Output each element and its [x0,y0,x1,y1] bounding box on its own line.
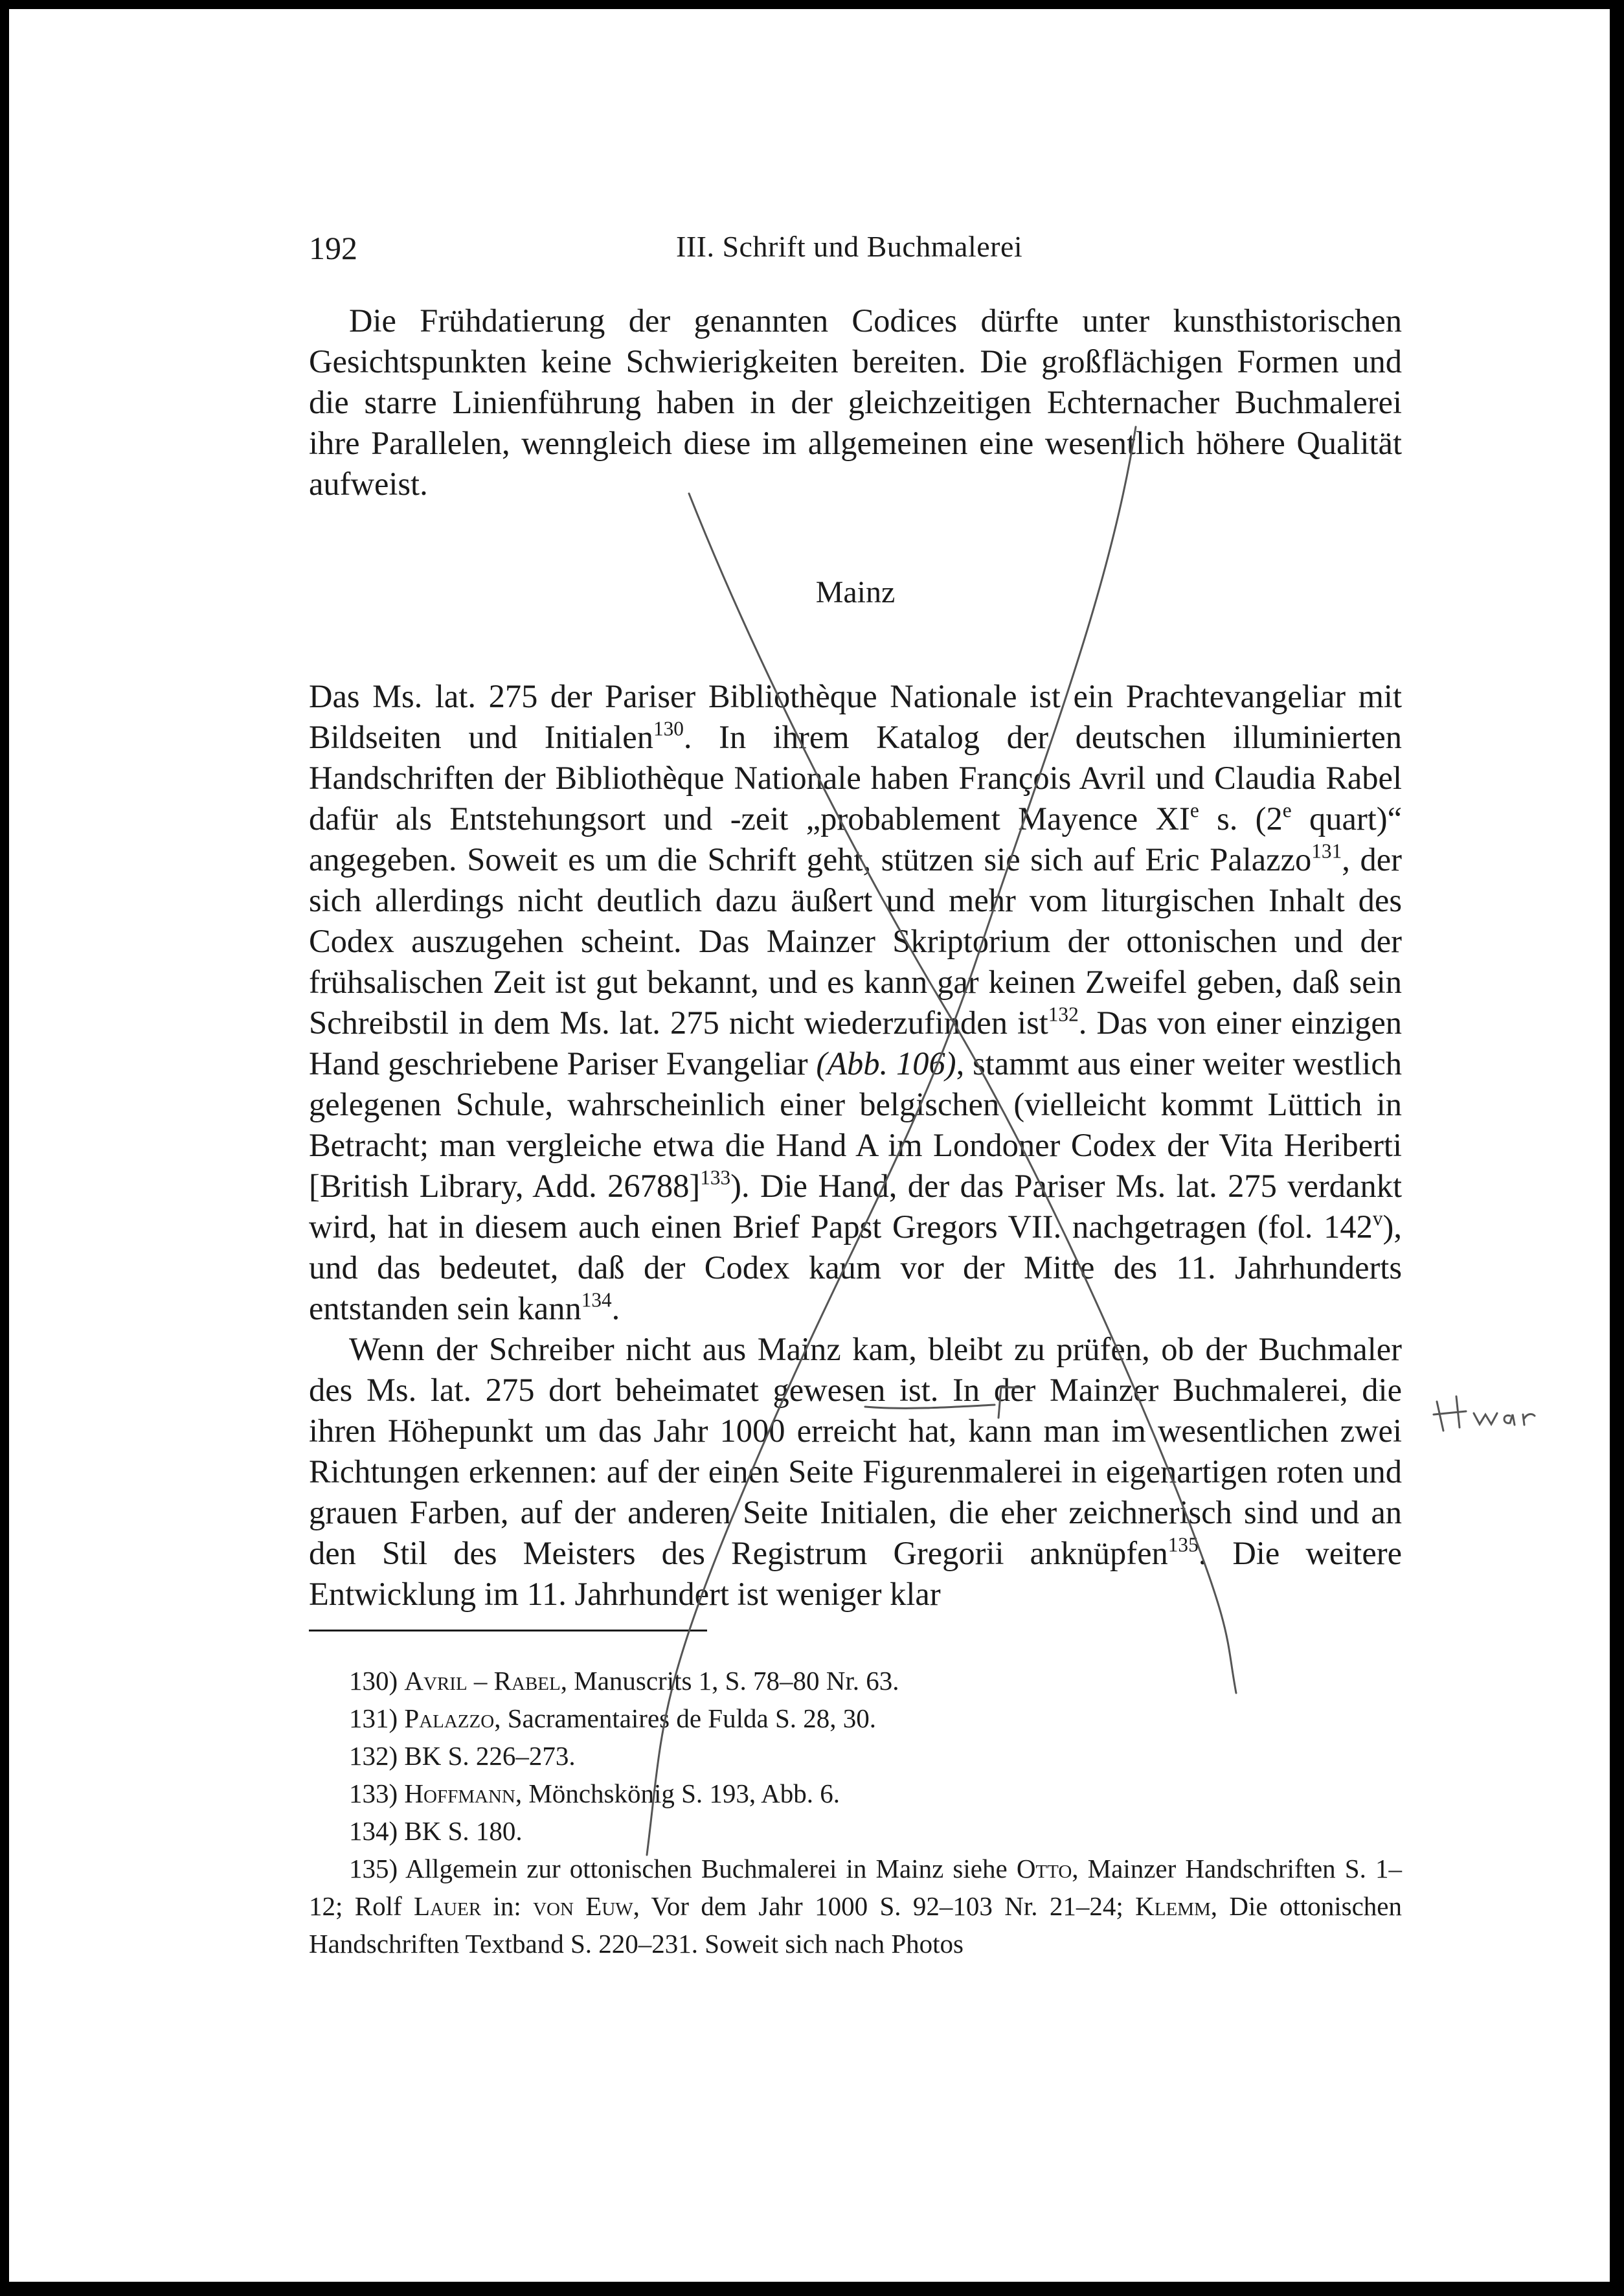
pencil-markup [9,9,1610,2282]
superscript: e [1282,799,1292,822]
superscript: e [1190,799,1199,822]
section-heading: Mainz [815,575,896,609]
footnote-number: 131) [349,1703,398,1733]
footnote-author: von Euw [533,1891,633,1921]
text-span: Das Ms. lat. 275 der Pariser Bibliothèque Nationale ist ein Prachtevangeliar mit Bildseiten und Initialen [309,678,1402,755]
page-number: 192 [309,230,357,266]
text-span: Wenn der Schreiber nicht aus Mainz kam, bleibt zu prüfen, ob der Buchmaler des Ms. lat. 275 dort beheimatet gewesen ist. In der Mainzer Buchmalerei, die ihren Höhepunkt um das Jahr 1000 erreicht hat, kann man im wesentlichen zwei Richtungen erkennen: auf der einen Seite Figurenmalerei in eigenartigen roten und grauen Farben, auf der anderen Seite Initialen, die eher zeichnerisch sind und an den Stil des Meisters des Registrum Gregorii anknüpfen [309,1331,1402,1571]
text-span: . In ihrem Katalog der deutschen illuminierten Handschriften der Bibliothèque Nationale haben François Avril und Claudia Rabel dafür als Entstehungsort und -zeit „probablement Mayence XI [309,719,1402,837]
text-span: . [611,1290,620,1326]
text-span: , stammt aus einer weiter westlich gelegenen Schule, wahrscheinlich einer belgischen (vielleicht kommt Lüttich in Betracht; man vergleiche etwa die Hand A im Londoner Codex der Vita Heriberti [British Library, Add. 26788] [309,1045,1403,1204]
footnote-author: Avril – Rabel [404,1666,561,1696]
footnote-text: , Die ottonischen Handschriften Textband S. 220–231. Soweit sich nach Photos [309,1891,1402,1959]
superscript: v [1372,1207,1383,1230]
footnote-text: BK S. 180. [404,1816,523,1846]
footnote-number: 133) [349,1779,398,1808]
footnote-number: 134) [349,1816,398,1846]
footnote-ref: 135 [1167,1533,1199,1556]
text-span: quart)“ angegeben. Soweit es um die Schrift geht, stützen sie sich auf Eric Palazzo [309,801,1402,878]
pencil-strikethrough [865,1405,995,1408]
footnote-number: 135) [349,1854,398,1883]
footnote-text: , Vor dem Jahr 1000 S. 92–103 Nr. 21–24; [633,1891,1136,1921]
footnote-ref: 131 [1311,839,1342,863]
footnote-author: Lauer [414,1891,482,1921]
footnote-author: Otto [1016,1854,1072,1883]
text-span: ). Die Hand, der das Pariser Ms. lat. 275 verdankt wird, hat in diesem auch einen Brief Papst Gregors VII. nachgetragen (fol. 142 [309,1168,1402,1245]
footnote-ref: 133 [700,1166,731,1189]
figure-reference: (Abb. 106) [816,1045,956,1082]
paragraph-1: Die Frühdatierung der genannten Codices dürfte unter kunsthistorischen Gesichtspunkten keine Schwierigkeiten bereiten. Die großflächigen Formen und die starre Linienführung haben in der gleichzeitigen Echternacher Buchmalerei ihre Parallelen, wenngleich diese im allgemeinen eine wesentlich höhere Qualität aufweist. [309,302,1402,502]
text-span: . Das von einer einzigen Hand geschriebene Pariser Evangeliar [309,1005,1402,1082]
running-title: III. Schrift und Buchmalerei [676,230,1023,263]
pencil-stroke-ascending [647,427,1136,1855]
text-span: ), und das bedeutet, daß der Codex kaum vor der Mitte des 11. Jahrhunderts entstanden sein kann [309,1209,1402,1326]
footnote-number: 130) [349,1666,398,1696]
footnote-ref: 134 [581,1288,612,1312]
handwritten-margin-note [1434,1396,1535,1431]
footnote-text: , Sacramentaires de Fulda S. 28, 30. [494,1703,877,1733]
text-span: , der sich allerdings nicht deutlich dazu äußert und mehr vom liturgischen Inhalt des Codex auszugehen scheint. Das Mainzer Skriptorium der ottonischen und der frühsalischen Zeit ist gut bekannt, und es kann gar keinen Zweifel geben, daß sein Schreibstil in dem Ms. lat. 275 nicht wiederzufinden ist [309,841,1402,1041]
footnote-author: Klemm [1135,1891,1211,1921]
footnote-text: in: [481,1891,534,1921]
footnote-ref: 132 [1048,1003,1079,1026]
footnote-author: Hoffmann [404,1779,515,1808]
footnote-ref: 130 [653,717,684,740]
footnote-text: , Mönchskönig S. 193, Abb. 6. [515,1779,840,1808]
footnote-author: Palazzo [404,1703,495,1733]
footnote-text: , Mainzer Handschriften S. 1–12; Rolf [309,1854,1402,1921]
footnote-text: BK S. 226–273. [404,1741,576,1771]
text-span: . Die weitere Entwicklung im 11. Jahrhundert ist weniger klar [309,1535,1402,1612]
pencil-insertion-mark [998,1387,1019,1418]
footnote-text: , Manuscrits 1, S. 78–80 Nr. 63. [560,1666,899,1696]
text-span: s. (2 [1199,801,1283,837]
footnote-number: 132) [349,1741,398,1771]
pencil-stroke-descending [689,494,1236,1693]
footnote-text: Allgemein zur ottonischen Buchmalerei in Mainz siehe [405,1854,1017,1883]
